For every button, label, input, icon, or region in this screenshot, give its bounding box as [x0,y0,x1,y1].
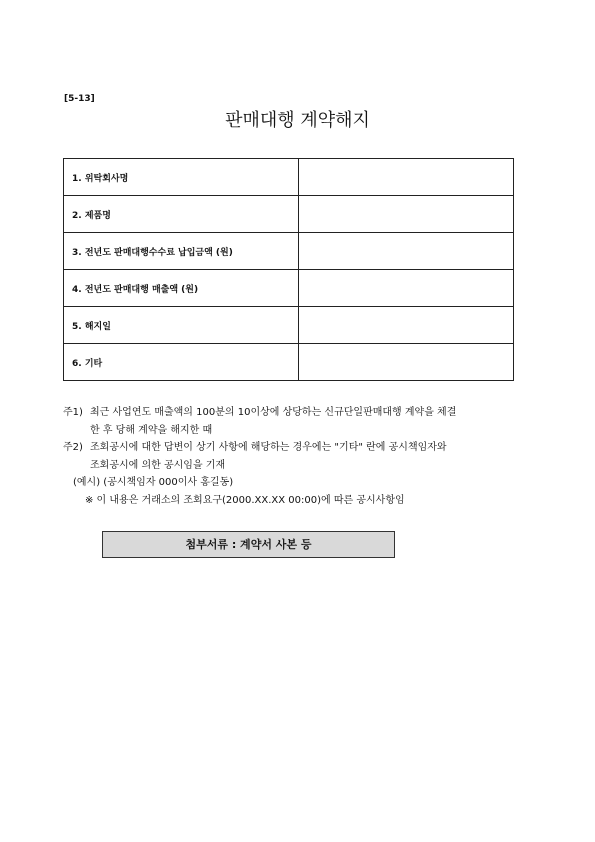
note-1-text: 최근 사업연도 매출액의 100분의 10이상에 상당하는 신규단일판매대행 계약을 체결 [90,407,457,418]
row-label-company: 1. 위탁회사명 [64,159,299,196]
table-row [64,270,514,307]
row-label-other: 6. 기타 [64,344,299,381]
row-value-product [299,196,514,233]
note-2 [63,439,533,457]
note-2-key: 주2) [63,442,83,453]
note-2-text: 조회공시에 대한 답변이 상기 사항에 해당하는 경우에는 "기타" 란에 공시책임자와 [90,442,447,453]
table-row [64,233,514,270]
row-value-other [299,344,514,381]
table-row [64,307,514,344]
page-title: 판매대행 계약해지 [225,110,370,131]
row-value-termination-date [299,307,514,344]
table-row [64,159,514,196]
row-value-fee [299,233,514,270]
note-1-key: 주1) [63,407,83,418]
note-example: (예시) (공시책임자 000이사 홍길동) [73,477,234,488]
row-label-termination-date: 5. 해지일 [64,307,299,344]
document-code: [5-13] [64,94,95,104]
row-value-company [299,159,514,196]
note-1-continuation: 한 후 당해 계약을 해지한 때 [90,424,213,436]
row-label-product: 2. 제품명 [64,196,299,233]
table-row [64,344,514,381]
note-reference-mark: ※ 이 내용은 거래소의 조회요구(2000.XX.XX 00:00)에 따른 공시사항임 [85,494,405,506]
row-value-sales [299,270,514,307]
disclosure-form-table [63,158,514,381]
attachment-box: 첨부서류 : 계약서 사본 등 [102,531,395,558]
row-label-sales: 4. 전년도 판매대행 매출액 (원) [64,270,299,307]
footnotes [63,404,533,509]
table-row [64,196,514,233]
note-2-continuation: 조회공시에 의한 공시임을 기재 [90,459,226,471]
row-label-fee: 3. 전년도 판매대행수수료 납입금액 (원) [64,233,299,270]
note-1 [63,404,533,422]
